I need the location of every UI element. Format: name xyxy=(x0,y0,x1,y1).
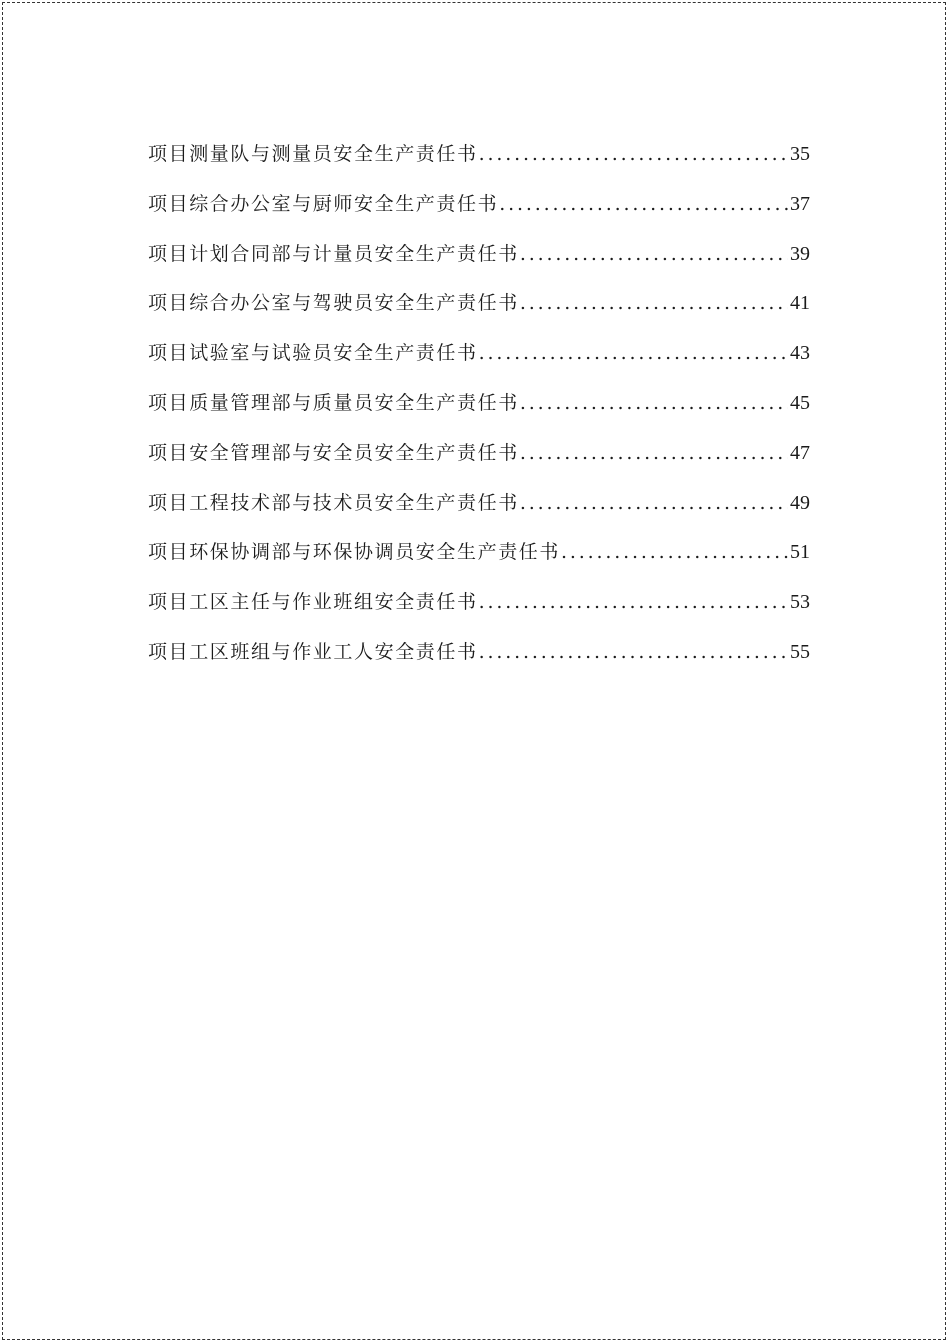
toc-entry-title: 项目计划合同部与计量员安全生产责任书 xyxy=(148,242,519,265)
toc-dot-leader xyxy=(479,632,788,672)
toc-entry[interactable] xyxy=(148,483,810,533)
toc-dot-leader xyxy=(479,582,788,622)
toc-page-number: 35 xyxy=(790,143,810,165)
toc-dot-leader xyxy=(499,184,788,224)
toc-entry[interactable] xyxy=(148,184,810,234)
toc-dot-leader xyxy=(520,383,788,423)
toc-entry[interactable] xyxy=(148,283,810,333)
toc-entry[interactable] xyxy=(148,333,810,383)
toc-page-number: 45 xyxy=(790,391,810,414)
toc-dot-leader xyxy=(561,532,788,572)
table-of-contents xyxy=(148,134,810,682)
toc-page-number: 39 xyxy=(790,242,810,265)
toc-entry-title: 项目工区班组与作业工人安全责任书 xyxy=(148,640,478,663)
toc-dot-leader xyxy=(479,134,788,174)
toc-dot-leader xyxy=(520,483,788,523)
toc-dot-leader xyxy=(520,283,788,323)
toc-page-number: 47 xyxy=(790,441,810,464)
toc-page-number: 43 xyxy=(790,342,810,365)
toc-entry-title: 项目质量管理部与质量员安全生产责任书 xyxy=(148,391,519,414)
toc-entry-title: 项目工程技术部与技术员安全生产责任书 xyxy=(148,491,519,514)
toc-entry[interactable] xyxy=(148,433,810,483)
toc-dot-leader xyxy=(520,234,788,274)
toc-page-number: 51 xyxy=(790,541,810,564)
toc-page-number: 53 xyxy=(790,591,810,614)
toc-entry-title: 项目工区主任与作业班组安全责任书 xyxy=(148,591,478,614)
toc-entry[interactable] xyxy=(148,532,810,582)
toc-entry-title: 项目测量队与测量员安全生产责任书 xyxy=(148,143,478,165)
toc-page-number: 55 xyxy=(790,640,810,663)
toc-page-number: 37 xyxy=(790,192,810,215)
toc-entry[interactable] xyxy=(148,383,810,433)
toc-entry[interactable] xyxy=(148,632,810,682)
toc-entry-title: 项目安全管理部与安全员安全生产责任书 xyxy=(148,441,519,464)
toc-page-number: 49 xyxy=(790,491,810,514)
toc-page-number: 41 xyxy=(790,292,810,315)
toc-entry-title: 项目环保协调部与环保协调员安全生产责任书 xyxy=(148,541,561,564)
toc-entry[interactable] xyxy=(148,134,810,184)
toc-entry[interactable] xyxy=(148,234,810,284)
document-page xyxy=(2,2,946,1340)
toc-dot-leader xyxy=(479,333,788,373)
toc-entry-title: 项目综合办公室与厨师安全生产责任书 xyxy=(148,192,499,215)
toc-dot-leader xyxy=(520,433,788,473)
toc-entry[interactable] xyxy=(148,582,810,632)
toc-entry-title: 项目试验室与试验员安全生产责任书 xyxy=(148,342,478,365)
toc-entry-title: 项目综合办公室与驾驶员安全生产责任书 xyxy=(148,292,519,315)
